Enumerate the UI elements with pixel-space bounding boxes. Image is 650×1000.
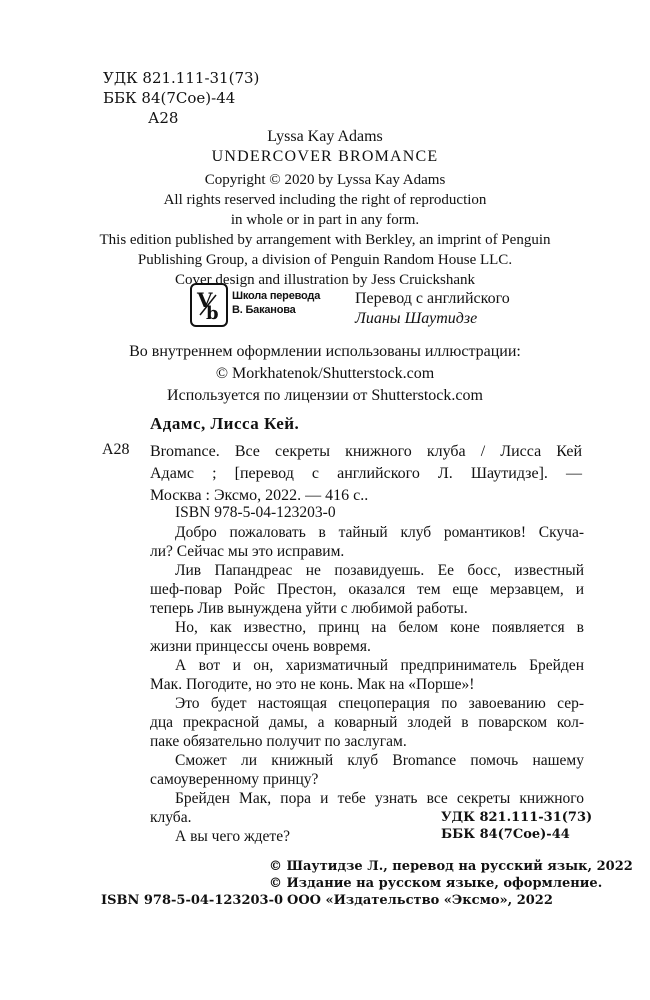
annotation-paragraph: Брейден Мак, пора и тебе узнать все секреты книжного клуба. <box>150 790 584 826</box>
annotation-paragraph: Сможет ли книжный клуб Bromance помочь нашему самоуверенному принцу? <box>150 752 584 788</box>
translation-from: Перевод с английского <box>355 290 510 307</box>
svg-text:b: b <box>206 303 219 324</box>
edition-line-2: Publishing Group, a division of Penguin Random House LLC. <box>137 252 513 268</box>
catalog-index: А28 <box>102 441 130 458</box>
annotation-paragraph: Лив Папандреас не позавидуешь. Ее босс, известный шеф-повар Ройс Престон, оказался тем еще мерзавцем, и теперь Лив вынуждена уйти с любимой работы. <box>150 562 584 617</box>
annotation-paragraph: А вот и он, харизматичный предприниматель Брейден Мак. Погодите, но это не конь. Мак на «Порше»! <box>150 657 584 693</box>
translator-name: Лианы Шаутидзе <box>355 310 478 327</box>
logo-caption <box>232 289 320 317</box>
annotation-paragraph: Это будет настоящая спецоперация по завоеванию сер- дца прекрасной дамы, а коварный злодей в поварском кол- паке обязательно получит по заслугам. <box>150 695 584 750</box>
annotation-paragraph: Добро пожаловать в тайный клуб романтиков! Скуча- ли? Сейчас мы это исправим. <box>150 524 584 560</box>
original-title: UNDERCOVER BROMANCE <box>211 148 439 165</box>
annotation <box>150 523 584 846</box>
bbk-bottom: ББК 84(7Сое)-44 <box>441 827 570 842</box>
catalog-heading: Адамс, Лисса Кей. <box>150 414 300 433</box>
copyright-publisher: ООО «Издательство «Эксмо», 2022 <box>287 893 553 908</box>
udk-bottom: УДК 821.111-31(73) <box>441 810 593 825</box>
illustrations-credit: © Morkhatenok/Shutterstock.com <box>215 365 435 382</box>
copyright-translation: © Шаутидзе Л., перевод на русский язык, 2022 <box>269 859 633 874</box>
catalog-description <box>150 441 582 507</box>
rights-line: All rights reserved including the right of reproduction <box>163 192 487 208</box>
copyright-line: Copyright © 2020 by Lyssa Kay Adams <box>204 172 446 188</box>
rights-line-2: in whole or in part in any form. <box>230 212 420 228</box>
bakanov-school-logo-icon <box>190 283 228 327</box>
catalog-line: Москва : Эксмо, 2022. — 416 с.. <box>150 487 369 504</box>
author-mark-top: А28 <box>148 109 179 127</box>
catalog-line: Адамс ; [перевод с английского Л. Шаутидзе]. — <box>150 465 582 482</box>
cover-design-line: Cover design and illustration by Jess Cruickshank <box>175 272 475 288</box>
edition-line: This edition published by arrangement with Berkley, an imprint of Penguin <box>99 232 551 248</box>
catalog-line: Bromance. Все секреты книжного клуба / Лисса Кей <box>150 443 582 460</box>
logo-line-2: В. Баканова <box>232 304 296 316</box>
udk-top: УДК 821.111-31(73) <box>103 69 260 87</box>
svg-text:V: V <box>197 288 213 312</box>
annotation-paragraph: Но, как известно, принц на белом коне появляется в жизни принцессы очень вовремя. <box>150 619 584 655</box>
copyright-edition: © Издание на русском языке, оформление. <box>269 876 603 891</box>
annotation-paragraph: А вы чего ждете? <box>175 828 290 845</box>
isbn-bottom: ISBN 978-5-04-123203-0 <box>101 893 284 908</box>
illustrations-note: Во внутреннем оформлении использованы иллюстрации: <box>129 343 521 360</box>
logo-line-1: Школа перевода <box>232 290 321 302</box>
original-author: Lyssa Kay Adams <box>267 128 383 145</box>
license-note: Используется по лицензии от Shutterstock.com <box>167 387 483 404</box>
bbk-top: ББК 84(7Сое)-44 <box>103 89 236 107</box>
catalog-isbn: ISBN 978-5-04-123203-0 <box>175 504 336 521</box>
